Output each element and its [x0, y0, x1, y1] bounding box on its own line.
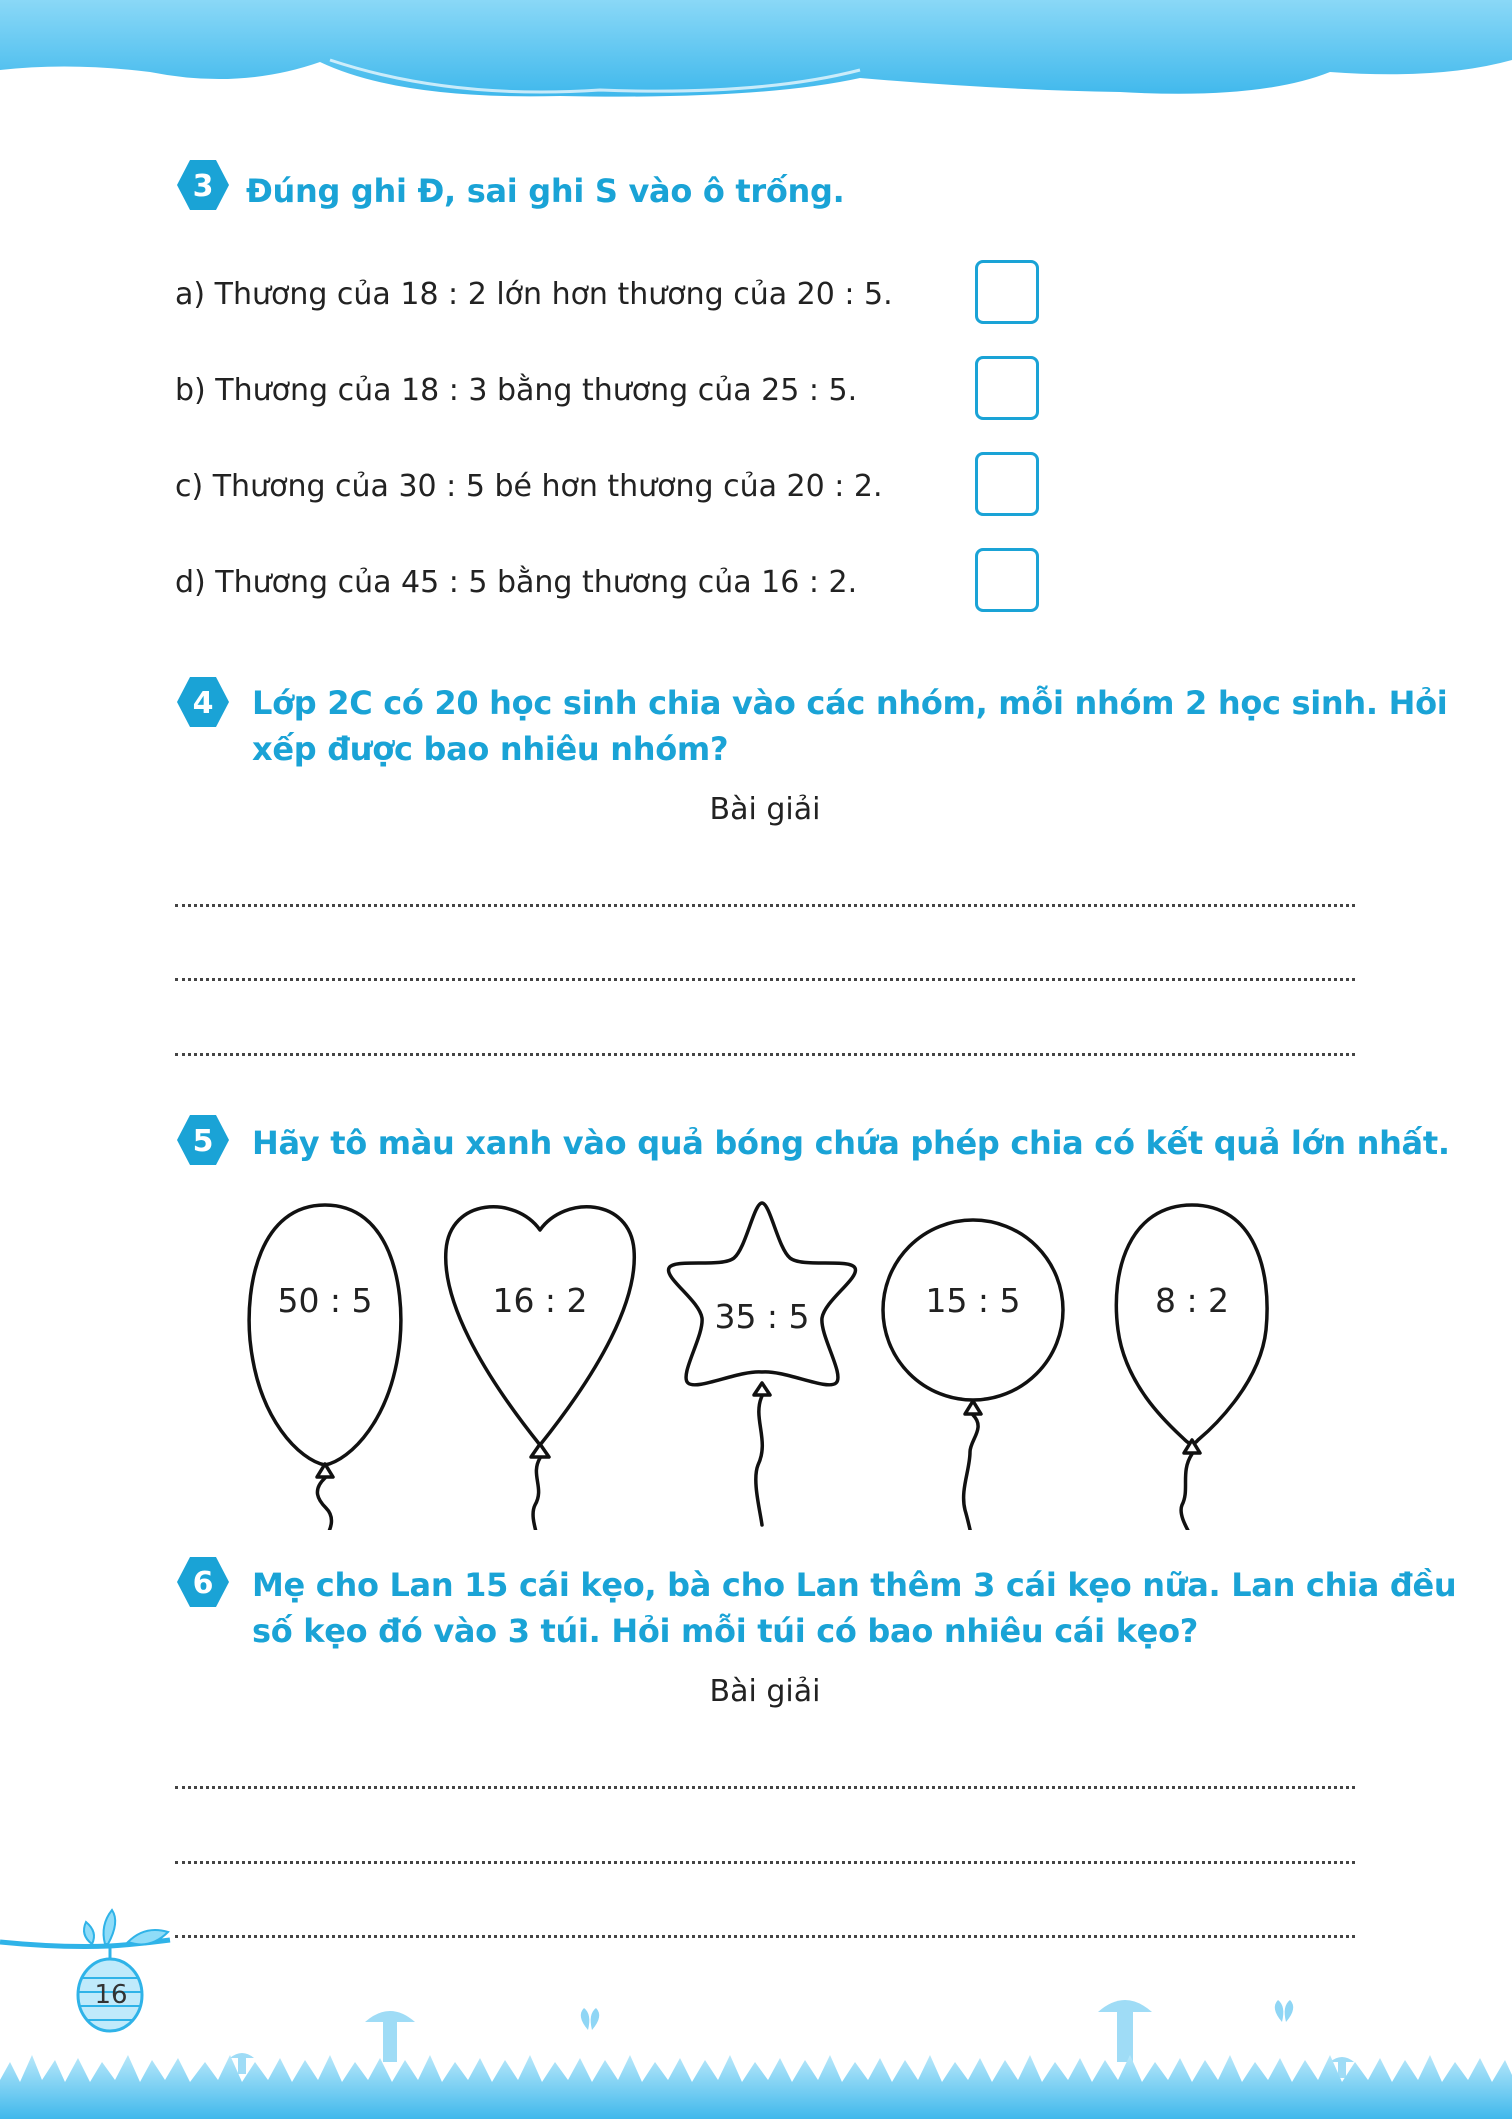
answer-box-d[interactable] — [975, 548, 1039, 612]
grass-footer-decoration — [0, 2000, 1512, 2119]
balloon-label-3: 35 : 5 — [714, 1297, 810, 1336]
top-cloud-decoration — [0, 0, 1512, 110]
answer-line-q6-1[interactable] — [175, 1786, 1355, 1789]
question-6-title-line2: số kẹo đó vào 3 túi. Hỏi mỗi túi có bao nhiêu cái kẹo? — [252, 1612, 1199, 1650]
balloon-label-4: 15 : 5 — [925, 1281, 1021, 1320]
question-6-badge — [176, 1555, 230, 1609]
question-3-title: Đúng ghi Đ, sai ghi S vào ô trống. — [246, 172, 845, 210]
answer-line-q6-2[interactable] — [175, 1861, 1355, 1864]
answer-line-q4-3[interactable] — [175, 1053, 1355, 1056]
question-4-title-line1: Lớp 2C có 20 học sinh chia vào các nhóm, mỗi nhóm 2 học sinh. Hỏi — [252, 684, 1448, 722]
question-4-solution-heading: Bài giải — [709, 792, 821, 827]
question-6-title-line1: Mẹ cho Lan 15 cái kẹo, bà cho Lan thêm 3 cái kẹo nữa. Lan chia đều — [252, 1566, 1457, 1604]
statement-c: c) Thương của 30 : 5 bé hơn thương của 20 : 2. — [175, 469, 883, 504]
question-6-solution-heading: Bài giải — [709, 1674, 821, 1709]
svg-text:5: 5 — [192, 1124, 214, 1159]
answer-line-q6-3[interactable] — [175, 1935, 1355, 1938]
question-5-title: Hãy tô màu xanh vào quả bóng chứa phép chia có kết quả lớn nhất. — [252, 1124, 1450, 1162]
balloon-star[interactable] — [669, 1203, 856, 1525]
question-3-badge — [176, 158, 230, 212]
balloon-label-1: 50 : 5 — [277, 1281, 373, 1320]
svg-text:3: 3 — [192, 169, 214, 204]
answer-box-c[interactable] — [975, 452, 1039, 516]
balloon-label-2: 16 : 2 — [492, 1281, 588, 1320]
answer-box-b[interactable] — [975, 356, 1039, 420]
question-5-badge — [176, 1113, 230, 1167]
answer-box-a[interactable] — [975, 260, 1039, 324]
answer-line-q4-1[interactable] — [175, 904, 1355, 907]
page-number: 16 — [94, 1980, 128, 2010]
balloon-label-5: 8 : 2 — [1154, 1281, 1230, 1320]
balloons-illustration — [230, 1190, 1290, 1530]
balloon-heart[interactable] — [446, 1207, 635, 1530]
answer-line-q4-2[interactable] — [175, 978, 1355, 981]
statement-a: a) Thương của 18 : 2 lớn hơn thương của 20 : 5. — [175, 277, 893, 312]
question-4-badge — [176, 675, 230, 729]
balloon-round[interactable] — [883, 1220, 1063, 1530]
svg-text:4: 4 — [192, 686, 214, 721]
statement-b: b) Thương của 18 : 3 bằng thương của 25 : 5. — [175, 373, 858, 408]
statement-d: d) Thương của 45 : 5 bằng thương của 16 : 2. — [175, 565, 858, 600]
svg-text:6: 6 — [192, 1566, 214, 1601]
balloon-teardrop[interactable] — [1116, 1205, 1267, 1530]
question-4-title-line2: xếp được bao nhiêu nhóm? — [252, 730, 729, 768]
balloon-oval[interactable] — [249, 1205, 401, 1530]
